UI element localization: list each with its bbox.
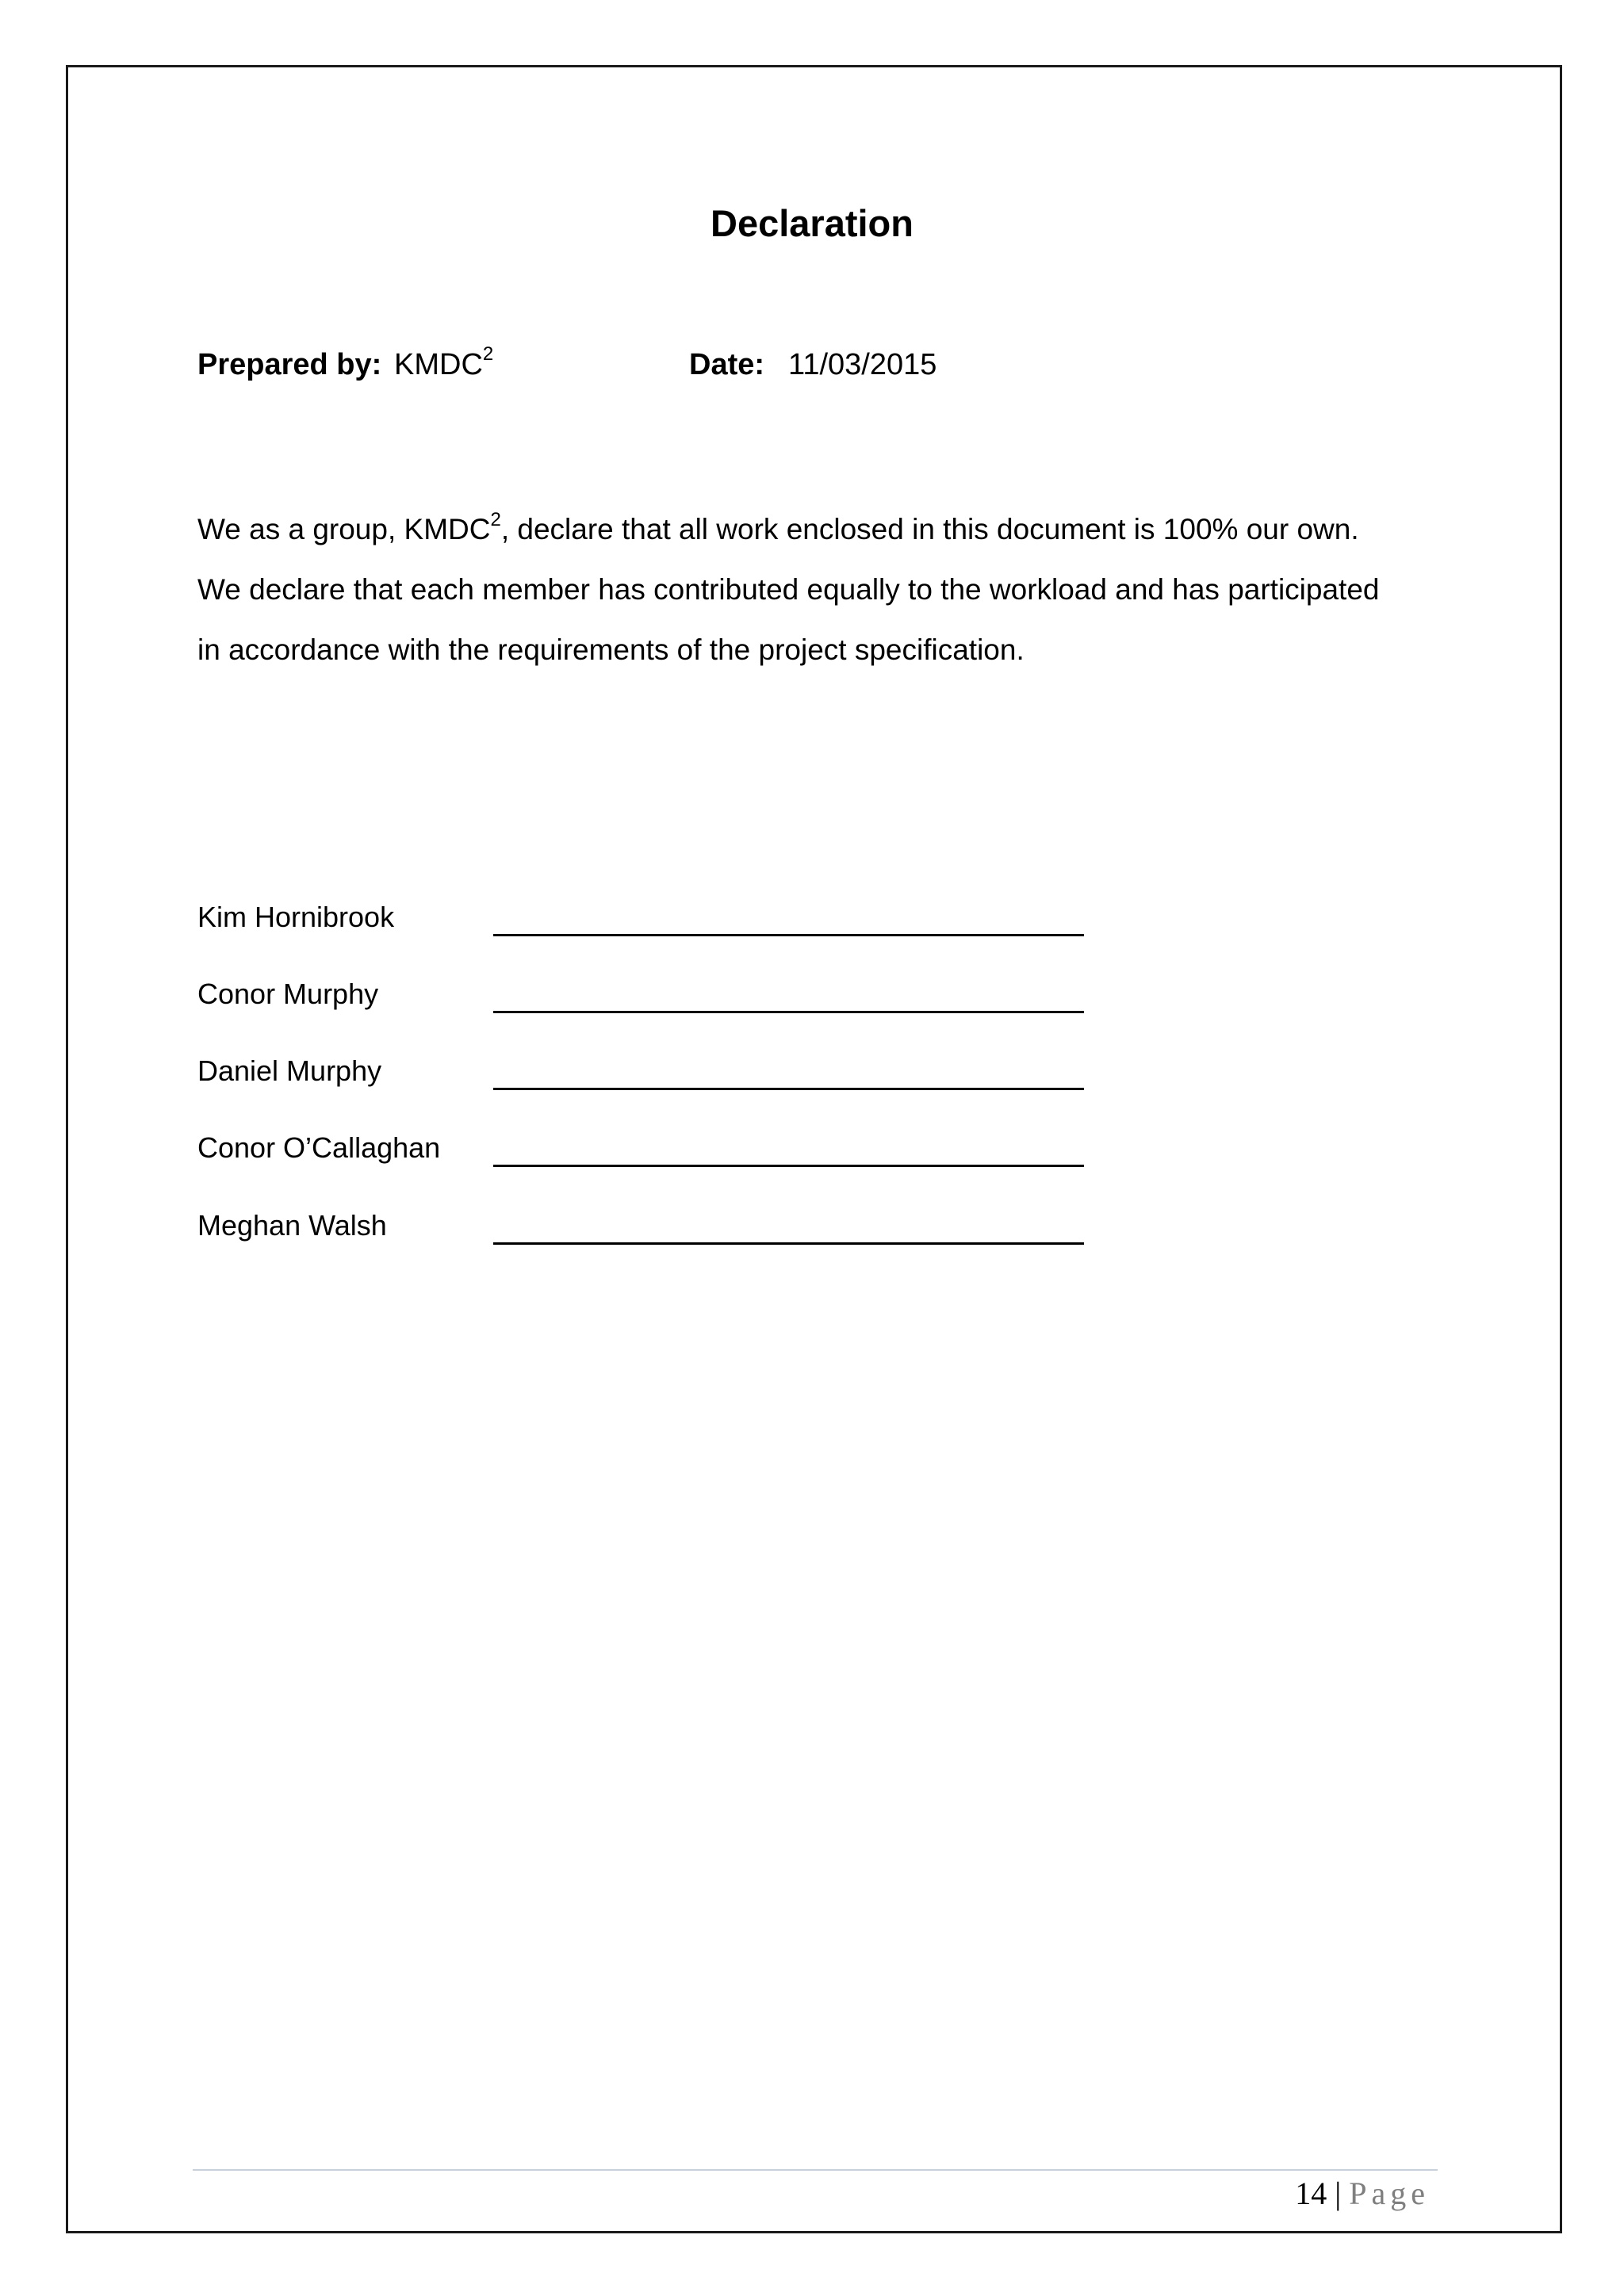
signature-line <box>493 934 1084 936</box>
signatory-name: Meghan Walsh <box>197 1209 387 1242</box>
page-word: Page <box>1349 2175 1430 2211</box>
date-label: Date: <box>689 348 765 381</box>
page-number: 14 <box>1295 2175 1327 2211</box>
prepared-by-superscript: 2 <box>482 343 494 365</box>
signature-row <box>197 1128 1086 1168</box>
paragraph-line-2: We declare that each member has contributed equally to the workload and has participated <box>197 573 1380 606</box>
signature-row <box>197 897 1086 937</box>
paragraph-line-3: in accordance with the requirements of the project specification. <box>197 633 1025 666</box>
paragraph-superscript: 2 <box>490 508 501 530</box>
signatory-name: Kim Hornibrook <box>197 901 395 933</box>
signatory-name: Conor O’Callaghan <box>197 1131 441 1164</box>
footer-divider <box>193 2169 1438 2171</box>
signature-row <box>197 1206 1086 1246</box>
signature-line <box>493 1011 1084 1013</box>
signatory-name: Conor Murphy <box>197 978 379 1010</box>
date-value: 11/03/2015 <box>788 348 937 381</box>
paragraph-line-1 <box>197 499 1450 560</box>
prepared-by-value <box>394 343 494 384</box>
paragraph-line-1-start: We as a group, KMDC <box>197 513 491 545</box>
page-title: Declaration <box>710 202 914 244</box>
prepared-by-label: Prepared by: <box>197 348 382 381</box>
prepared-by-name: KMDC <box>394 348 483 381</box>
declaration-paragraph <box>197 499 1450 680</box>
signature-row <box>197 974 1086 1014</box>
page-footer <box>1269 2172 1430 2215</box>
signature-line <box>493 1088 1084 1090</box>
paragraph-line-1-end: , declare that all work enclosed in this document is 100% our own. <box>500 513 1359 545</box>
signature-line <box>493 1165 1084 1167</box>
page-separator: | <box>1335 2175 1342 2211</box>
signature-row <box>197 1051 1086 1091</box>
signatory-name: Daniel Murphy <box>197 1054 382 1087</box>
signature-line <box>493 1242 1084 1245</box>
